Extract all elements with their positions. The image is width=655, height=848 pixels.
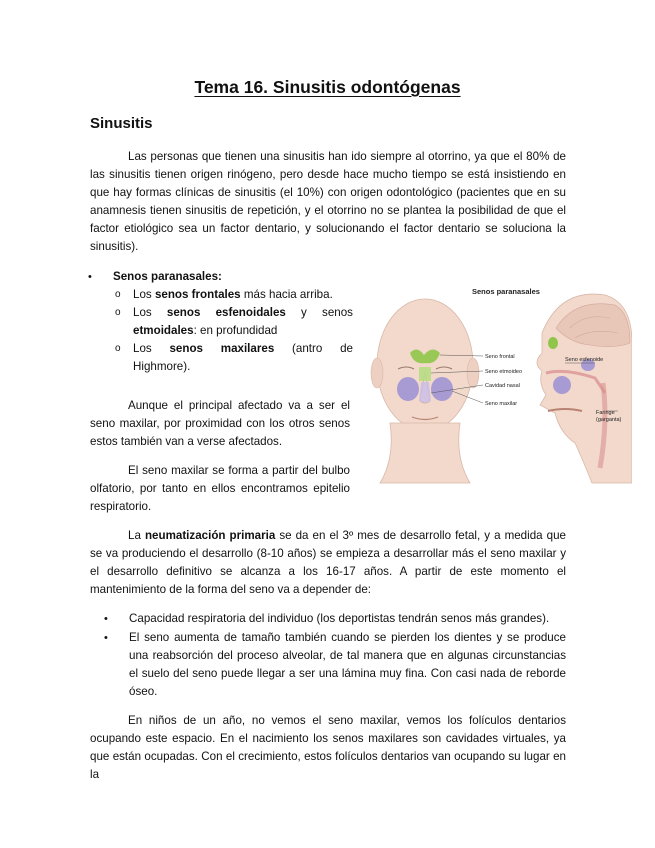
item-text: Los [133,306,152,319]
item-text: El seno aumenta de tamaño también cuando se pierden los dientes y se produce una reabsorción del proceso alveolar, de tal manera que en algunas circunstancias el suelo del seno puede llegar a ser una lámina muy fina. Con casi nada de reborde óseo. [129,631,566,698]
circle-bullet-icon: o [115,343,121,354]
label-seno-esfenoide: Seno esfenoide [565,357,604,363]
ninos-paragraph: En niños de un año, no vemos el seno maxilar, vemos los folículos dentarios ocupando este espacio. En el nacimiento los senos maxilares son cavidades virtuales, ya que están ocupadas. Con el crecimiento, estos folículos dentarios van ocupando su lugar en la [90,714,566,781]
item-bold: senos esfenoidales [166,306,286,319]
list-item [88,268,353,376]
aunque-paragraph: Aunque el principal afectado va a ser el seno maxilar, por proximidad con los otros senos estos también van a verse afectados. [90,399,350,448]
front-face-drawing [371,299,479,483]
figure-title: Senos paranasales [472,287,540,296]
label-faringe: Faringe [596,410,615,416]
item-text: y senos [301,306,353,319]
senos-heading: Senos paranasales: [113,270,222,283]
label-cavidad-nasal: Cavidad nasal [485,383,520,389]
item-text: Los [133,342,152,355]
seno-maxilar-paragraph: El seno maxilar se forma a partir del bulbo olfatorio, por tanto en ellos encontramos epitelio respiratorio. [90,464,350,513]
item-text: : en profundidad [193,324,278,337]
item-bold: senos maxilares [169,342,275,355]
label-seno-frontal: Seno frontal [485,354,515,360]
bullet-icon: • [104,632,108,644]
circle-bullet-icon: o [115,289,121,300]
item-text: (antro de Highmore). [133,342,353,373]
para-text: La [128,529,141,542]
item-text: Los [133,288,152,301]
list-item [113,304,353,340]
list-item [104,610,566,628]
circle-bullet-icon: o [115,307,121,318]
sagittal-head-drawing [537,294,632,483]
intro-paragraph: Las personas que tienen una sinusitis han ido siempre al otorrino, ya que el 80% de las sinusitis tienen origen rinógeno, pero desde hace mucho tiempo se está insistiendo en que hay formas clínicas de sinusitis (el 10%) con origen odontológico (pacientes que en su anamnesis tienen sinusitis de repetición, y el otorrino no se plantea la posibilidad de que el factor etiológico sea un factor dentario, y solucionando el factor dentario se soluciona la sinusitis). [90,150,566,253]
bullet-icon: • [104,613,108,625]
item-bold: etmoidales [133,324,194,337]
section-heading: Sinusitis [90,115,153,132]
item-text: Capacidad respiratoria del individuo (los deportistas tendrán senos más grandes). [129,612,550,625]
sub-list [113,286,353,376]
label-seno-etmoideo: Seno etmoideo [485,369,522,375]
item-bold: senos frontales [154,288,241,301]
senos-paranasales-figure [360,283,632,488]
anatomy-illustration [360,283,632,488]
para-bold: neumatización primaria [144,529,276,542]
neumatizacion-paragraph [90,527,566,599]
para-text: se da en el 3º mes de desarrollo fetal, y a medida que se va produciendo el desarrollo (8-10 años) se empieza a desarrollar más el seno maxilar y el desarrollo definitivo se alcanza a los 16-17 años. A partir de este momento el mantenimiento de la forma del seno va a depender de: [90,529,566,596]
bullet-icon: • [88,271,92,283]
capacidad-list [104,610,566,702]
list-item [113,340,353,376]
senos-list [88,268,353,376]
item-text: más hacia arriba. [243,288,333,301]
label-seno-maxilar: Seno maxilar [485,401,518,407]
page-title: Tema 16. Sinusitis odontógenas [194,77,461,97]
list-item [113,286,353,304]
list-item [104,629,566,701]
label-garganta: (garganta) [596,417,622,423]
